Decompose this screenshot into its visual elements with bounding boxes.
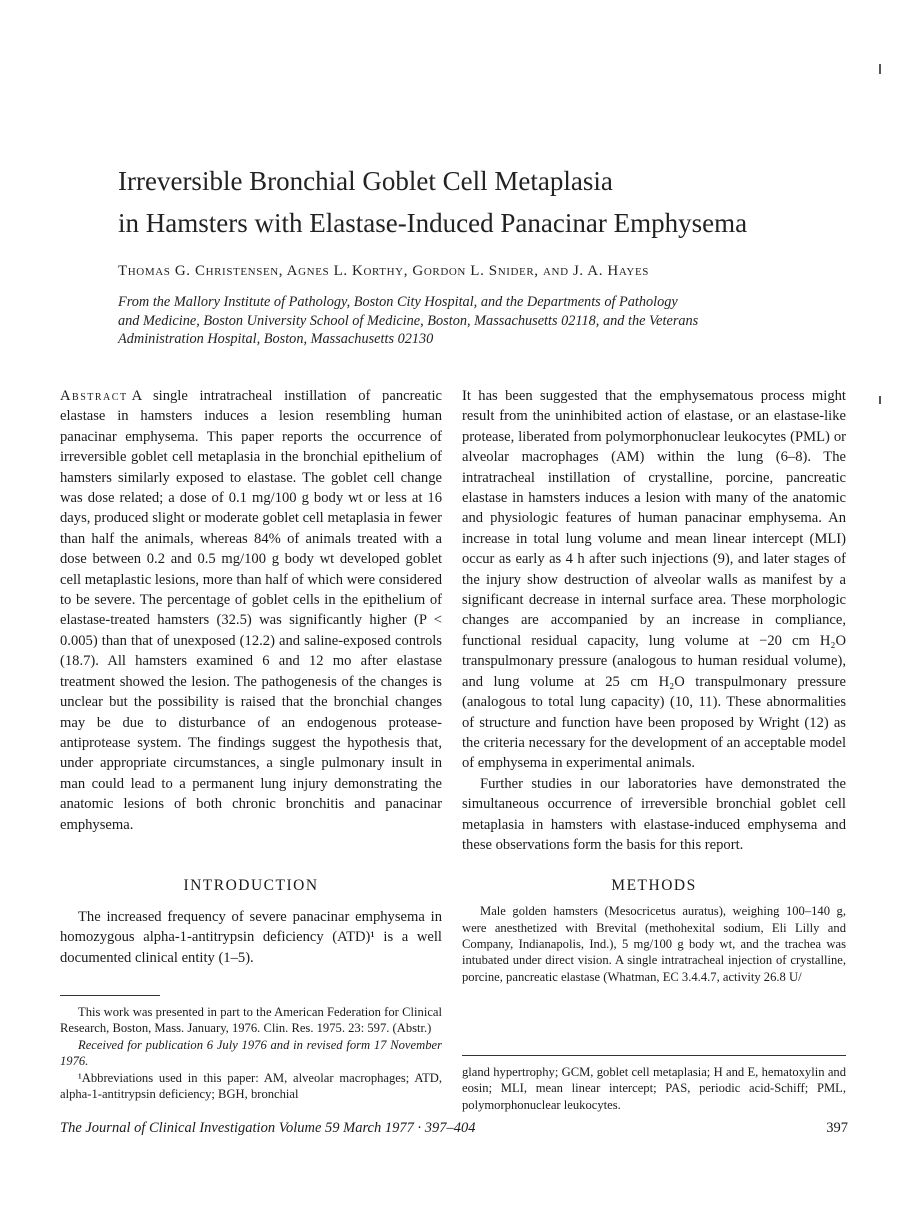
affiliation-line-2: and Medicine, Boston University School of Medicine, Boston, Massachusetts 02118, and the Veterans: [118, 312, 699, 329]
article-title: [118, 160, 878, 244]
footnote-abbreviations: ¹Abbreviations used in this paper: AM, alveolar macrophages; ATD, alpha-1-antitrypsin deficiency; BGH, bronchial: [60, 1071, 442, 1102]
methods-heading: METHODS: [611, 877, 697, 895]
page-footer: [60, 1120, 848, 1142]
abstract: [60, 386, 442, 835]
affiliation: [118, 293, 848, 349]
introduction-paragraph-3: Further studies in our laboratories have demonstrated the simultaneous occurrence of irreversible bronchial goblet cell metaplasia in hamsters with elastase-induced emphysema and these observations form the basis for this report.: [462, 775, 846, 853]
journal-citation: The Journal of Clinical Investigation Volume 59 March 1977 · 397–404: [60, 1120, 476, 1136]
title-line-1: Irreversible Bronchial Goblet Cell Metaplasia: [118, 166, 613, 196]
introduction-paragraph-2: It has been suggested that the emphysematous process might result from the uninhibited action of elastase, or an elastase-like protease, liberated from polymorphonuclear leukocytes (PML) or alveolar macrophages (AM) within the lung (6–8). The intratracheal instillation of crystalline, porcine, pancreatic elastase in hamsters induces a lesion with many of the anatomic and physiologic features of human panacinar emphysema. An increase in total lung volume and mean linear intercept (MLI) occur as early as 4 h after such injections (9), and later stages of the injury show destruction of alveolar walls as manifest by a significant decrease in internal surface area. These morphologic changes are accompanied by an increase in compliance, functional residual capacity, lung volume at −20 cm H₂O transpulmonary pressure (analogous to human residual volume), and lung volume at 25 cm H₂O transpulmonary pressure (analogous to total lung capacity) (10, 11). These abnormalities of structure and function have been proposed by Wright (12) as the criteria necessary for the development of an acceptable model of emphysema in experimental animals.: [462, 388, 846, 772]
footnote-received: Received for publication 6 July 1976 and in revised form 17 November 1976.: [60, 1037, 442, 1068]
affiliation-line-1: From the Mallory Institute of Pathology, Boston City Hospital, and the Departments of Pathology: [118, 294, 678, 310]
page-number: 397: [826, 1120, 848, 1136]
author-list: Thomas G. Christensen, Agnes L. Korthy, Gordon L. Snider, and J. A. Hayes: [118, 263, 649, 279]
scan-mark-top: [879, 64, 881, 74]
right-footnote-divider: [462, 1055, 846, 1056]
footnote-continued: [462, 1064, 846, 1113]
methods-text: Male golden hamsters (Mesocricetus auratus), weighing 100–140 g, were anesthetized with Brevital (methohexital sodium, Eli Lilly and Company, Indianapolis, Ind.), 5 mg/100 g body wt, and the trachea was intubated under direct vision. A single intratracheal injection of crystalline, porcine, pancreatic elastase (Whatman, EC 3.4.4.7, activity 26.8 U/: [462, 904, 846, 984]
affiliation-line-3: Administration Hospital, Boston, Massachusetts 02130: [118, 331, 434, 347]
left-column: [60, 386, 442, 968]
scan-mark-middle: [879, 396, 881, 404]
footnote-abbreviations-continued: gland hypertrophy; GCM, goblet cell metaplasia; H and E, hematoxylin and eosin; MLI, mean linear intercept; PAS, periodic acid-Schiff; PML, polymorphonuclear leukocytes.: [462, 1065, 846, 1112]
introduction-paragraph-1: The increased frequency of severe panacinar emphysema in homozygous alpha-1-antitrypsin deficiency (ATD)¹ is a well documented clinical entity (1–5).: [60, 908, 442, 966]
footnote-presented: This work was presented in part to the American Federation for Clinical Research, Boston, Mass. January, 1976. Clin. Res. 1975. 23: 597. (Abstr.): [60, 1005, 442, 1036]
footnote-divider: [60, 995, 160, 996]
introduction-heading: INTRODUCTION: [183, 876, 319, 894]
abstract-text: A single intratracheal instillation of pancreatic elastase in hamsters induces a lesion resembling human panacinar emphysema. This paper reports the occurrence of irreversible goblet cell metaplasia in the bronchial epithelium of hamsters similarly exposed to elastase. The goblet cell change was dose related; a dose of 0.1 mg/100 g body wt or less at 16 days, produced slight or moderate goblet cell metaplasia in fewer than half the animals, whereas 84% of animals treated with a dose between 0.2 and 0.5 mg/100 g body wt developed goblet cell metaplastic lesions, more than half of which were considered to be severe. The percentage of goblet cells in the epithelium of elastase-treated hamsters (32.5) was significantly higher (P < 0.005) than that of unexposed (12.2) and saline-exposed controls (18.7). All hamsters examined 6 and 12 mo after elastase treatment showed the lesion. The pathogenesis of the changes is unclear but the possibility is raised that the bronchial changes may be due to disturbance of an endogenous protease-antiprotease system. The findings suggest the hypothesis that, under appropriate circumstances, a single pulmonary insult in man could lead to a permanent lung injury demonstrating the anatomic lesions of both chronic bronchitis and panacinar emphysema.: [60, 388, 442, 833]
abstract-label: Abstract: [60, 388, 128, 404]
footnotes: [60, 1004, 442, 1103]
title-line-2: in Hamsters with Elastase-Induced Panacinar Emphysema: [118, 208, 748, 238]
right-column: [462, 386, 846, 985]
